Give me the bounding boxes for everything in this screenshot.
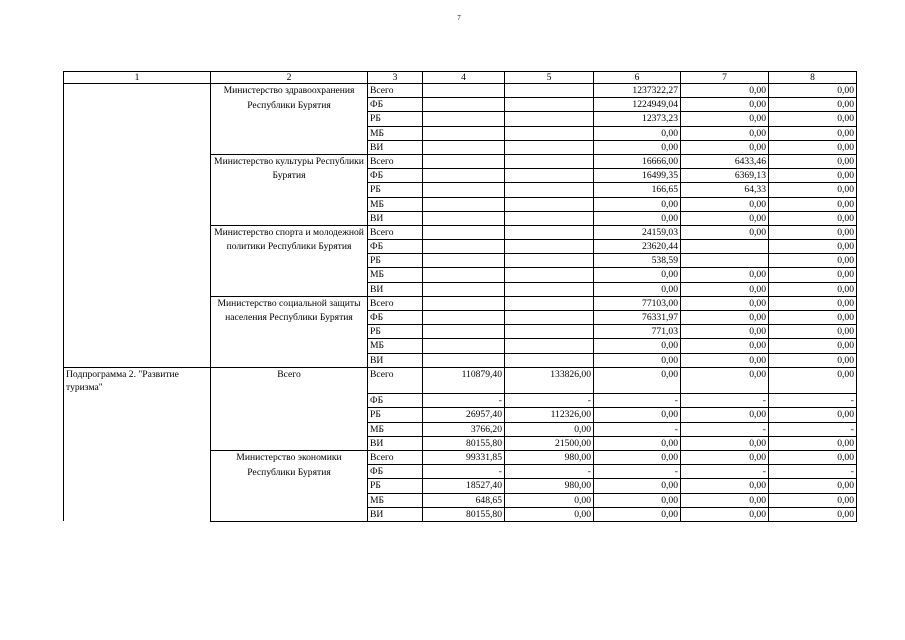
value-cell [423,240,505,254]
value-cell: 24159,03 [594,225,681,239]
value-cell: 0,00 [769,112,857,126]
value-cell [681,240,769,254]
funding-source-cell: ВИ [368,282,423,296]
table-row [64,353,857,367]
value-cell [423,84,505,98]
value-cell [505,98,594,112]
value-cell: 0,00 [769,296,857,310]
value-cell: 0,00 [769,282,857,296]
funding-source-cell: Всего [368,84,423,98]
value-cell: 980,00 [505,479,594,493]
value-cell [505,211,594,225]
value-cell: 0,00 [769,493,857,507]
program-cell [64,451,211,465]
table-row [64,311,857,325]
funding-source-cell: ФБ [368,98,423,112]
table-row [64,479,857,493]
value-cell: 0,00 [681,408,769,422]
value-cell: 0,00 [681,112,769,126]
value-cell [423,197,505,211]
table-row [64,282,857,296]
value-cell: 0,00 [769,84,857,98]
value-cell: 0,00 [681,493,769,507]
table-row [64,183,857,197]
program-cell [64,436,211,450]
value-cell: 0,00 [769,367,857,394]
funding-source-cell: МБ [368,126,423,140]
value-cell: 0,00 [594,479,681,493]
value-cell: 0,00 [505,493,594,507]
program-cell [64,325,211,339]
value-cell: 0,00 [681,268,769,282]
table-row [64,169,857,183]
program-cell [64,394,211,408]
value-cell [505,112,594,126]
value-cell: 0,00 [681,353,769,367]
value-cell [505,296,594,310]
value-cell: 0,00 [769,325,857,339]
program-cell [64,296,211,310]
value-cell [681,254,769,268]
value-cell: 0,00 [769,183,857,197]
program-cell [64,507,211,521]
value-cell: 0,00 [594,367,681,394]
value-cell: 0,00 [769,225,857,239]
value-cell [423,282,505,296]
value-cell: - [681,394,769,408]
value-cell: 16499,35 [594,169,681,183]
value-cell: - [769,465,857,479]
program-cell [64,240,211,254]
funding-source-cell: ФБ [368,394,423,408]
program-cell [64,268,211,282]
value-cell: 0,00 [681,507,769,521]
funding-source-cell: ВИ [368,211,423,225]
table-row [64,367,857,394]
funding-source-cell: РБ [368,479,423,493]
executor-cell: Всего [211,367,368,450]
funding-source-cell: Всего [368,367,423,394]
funding-source-cell: МБ [368,268,423,282]
value-cell: 0,00 [681,211,769,225]
column-header: 8 [769,72,857,84]
funding-source-cell: ВИ [368,507,423,521]
table-body [64,72,857,522]
value-cell: - [681,465,769,479]
value-cell: 0,00 [594,126,681,140]
value-cell: - [505,465,594,479]
budget-table [63,71,857,522]
executor-cell: Министерство здравоохранения Республики Бурятия [211,84,368,155]
value-cell [423,339,505,353]
value-cell: 0,00 [594,353,681,367]
funding-source-cell: РБ [368,183,423,197]
column-header: 1 [64,72,211,84]
funding-source-cell: МБ [368,493,423,507]
value-cell [423,154,505,168]
table-row [64,84,857,98]
value-cell: 0,00 [769,197,857,211]
value-cell [505,225,594,239]
table-row [64,507,857,521]
value-cell: 0,00 [769,154,857,168]
table-row [64,408,857,422]
value-cell [505,240,594,254]
header-row [64,72,857,84]
funding-source-cell: МБ [368,197,423,211]
value-cell: - [505,394,594,408]
value-cell: - [594,394,681,408]
executor-cell: Министерство социальной защиты населения Республики Бурятия [211,296,368,367]
value-cell: 133826,00 [505,367,594,394]
table-row [64,451,857,465]
table-row [64,140,857,154]
table-row [64,436,857,450]
value-cell: 1224949,04 [594,98,681,112]
value-cell: 0,00 [769,339,857,353]
funding-source-cell: ВИ [368,140,423,154]
funding-source-cell: ВИ [368,436,423,450]
value-cell: - [769,422,857,436]
program-cell [64,254,211,268]
table-row [64,98,857,112]
value-cell: 1237322,27 [594,84,681,98]
value-cell: 0,00 [594,282,681,296]
value-cell: 23620,44 [594,240,681,254]
value-cell: 0,00 [769,353,857,367]
value-cell [505,325,594,339]
value-cell: 0,00 [594,451,681,465]
column-header: 6 [594,72,681,84]
value-cell [423,311,505,325]
column-header: 5 [505,72,594,84]
value-cell: 0,00 [594,140,681,154]
value-cell: 76331,97 [594,311,681,325]
table-row [64,394,857,408]
value-cell [505,140,594,154]
value-cell [423,296,505,310]
value-cell: 0,00 [594,197,681,211]
value-cell: 112326,00 [505,408,594,422]
value-cell: - [423,394,505,408]
value-cell [505,126,594,140]
funding-source-cell: МБ [368,422,423,436]
value-cell: 64,33 [681,183,769,197]
value-cell: 6433,46 [681,154,769,168]
value-cell [505,339,594,353]
program-cell [64,282,211,296]
value-cell: - [594,422,681,436]
value-cell [423,112,505,126]
value-cell [505,169,594,183]
value-cell: 0,00 [681,451,769,465]
value-cell: 0,00 [769,211,857,225]
value-cell: 0,00 [681,225,769,239]
table-row [64,493,857,507]
value-cell: 166,65 [594,183,681,197]
program-cell [64,197,211,211]
value-cell: 0,00 [681,325,769,339]
program-cell [64,408,211,422]
funding-source-cell: Всего [368,225,423,239]
table-row [64,225,857,239]
value-cell: 0,00 [769,254,857,268]
value-cell: 0,00 [594,268,681,282]
value-cell: 0,00 [769,408,857,422]
table-row [64,339,857,353]
program-cell [64,353,211,367]
value-cell [505,268,594,282]
table-row [64,422,857,436]
table-row [64,268,857,282]
table-row [64,296,857,310]
value-cell: 16666,00 [594,154,681,168]
value-cell: 0,00 [505,507,594,521]
value-cell: 0,00 [594,211,681,225]
value-cell: 80155,80 [423,507,505,521]
program-cell [64,211,211,225]
value-cell [423,98,505,112]
value-cell [505,183,594,197]
value-cell: 0,00 [769,240,857,254]
value-cell [423,225,505,239]
table-row [64,325,857,339]
table-row [64,112,857,126]
program-cell [64,169,211,183]
value-cell [423,211,505,225]
column-header: 7 [681,72,769,84]
program-cell [64,225,211,239]
value-cell [423,325,505,339]
value-cell: 0,00 [769,169,857,183]
funding-source-cell: МБ [368,339,423,353]
program-cell [64,479,211,493]
value-cell [505,282,594,296]
program-cell [64,84,211,98]
value-cell: 12373,23 [594,112,681,126]
value-cell: 980,00 [505,451,594,465]
column-header: 4 [423,72,505,84]
executor-cell: Министерство спорта и молодежной политики Республики Бурятия [211,225,368,296]
value-cell: - [681,422,769,436]
value-cell: 0,00 [681,479,769,493]
value-cell: 0,00 [769,507,857,521]
program-cell [64,126,211,140]
value-cell: 0,00 [681,84,769,98]
value-cell [423,254,505,268]
program-cell [64,339,211,353]
value-cell: 6369,13 [681,169,769,183]
value-cell: 0,00 [681,367,769,394]
value-cell: 99331,85 [423,451,505,465]
program-cell [64,183,211,197]
funding-source-cell: Всего [368,296,423,310]
table-row [64,126,857,140]
program-cell [64,465,211,479]
value-cell [423,169,505,183]
table-row [64,154,857,168]
value-cell: 0,00 [681,339,769,353]
program-cell [64,140,211,154]
value-cell [423,353,505,367]
funding-source-cell: ФБ [368,169,423,183]
value-cell: 0,00 [681,311,769,325]
value-cell: 648,65 [423,493,505,507]
table-row [64,211,857,225]
value-cell: - [423,465,505,479]
value-cell: 77103,00 [594,296,681,310]
value-cell [505,254,594,268]
program-cell [64,154,211,168]
funding-source-cell: Всего [368,451,423,465]
funding-source-cell: Всего [368,154,423,168]
value-cell: 0,00 [681,436,769,450]
program-cell [64,311,211,325]
value-cell: 0,00 [769,98,857,112]
value-cell [423,268,505,282]
funding-source-cell: ФБ [368,240,423,254]
value-cell [423,183,505,197]
value-cell: 80155,80 [423,436,505,450]
value-cell: 0,00 [594,408,681,422]
column-header: 3 [368,72,423,84]
value-cell: 110879,40 [423,367,505,394]
funding-source-cell: РБ [368,408,423,422]
executor-cell: Министерство культуры Республики Бурятия [211,154,368,225]
value-cell: 0,00 [769,140,857,154]
value-cell: 0,00 [681,140,769,154]
table-row [64,240,857,254]
funding-source-cell: РБ [368,112,423,126]
value-cell: 3766,20 [423,422,505,436]
column-header: 2 [211,72,368,84]
value-cell [423,126,505,140]
program-cell [64,422,211,436]
value-cell: 0,00 [769,436,857,450]
value-cell: 538,59 [594,254,681,268]
value-cell: 0,00 [594,493,681,507]
value-cell: 0,00 [769,479,857,493]
value-cell: 18527,40 [423,479,505,493]
value-cell: 0,00 [681,126,769,140]
table-row [64,254,857,268]
value-cell: 21500,00 [505,436,594,450]
program-cell [64,98,211,112]
value-cell: 0,00 [769,311,857,325]
value-cell: 0,00 [594,436,681,450]
page-number: 7 [457,14,461,22]
funding-source-cell: РБ [368,254,423,268]
program-cell [64,112,211,126]
value-cell: - [769,394,857,408]
value-cell: 0,00 [594,507,681,521]
program-cell: Подпрограмма 2. "Развитие туризма" [64,367,211,394]
value-cell [505,353,594,367]
value-cell: 26957,40 [423,408,505,422]
value-cell: 0,00 [769,451,857,465]
value-cell: 0,00 [769,268,857,282]
table-row [64,465,857,479]
value-cell: 0,00 [594,339,681,353]
executor-cell: Министерство экономики Республики Бурятия [211,451,368,522]
value-cell [505,154,594,168]
value-cell [505,197,594,211]
funding-source-cell: ФБ [368,311,423,325]
value-cell: 0,00 [769,126,857,140]
value-cell: 771,03 [594,325,681,339]
program-cell [64,493,211,507]
funding-source-cell: ВИ [368,353,423,367]
value-cell [423,140,505,154]
value-cell: 0,00 [681,197,769,211]
value-cell: 0,00 [681,98,769,112]
value-cell: 0,00 [681,296,769,310]
value-cell [505,311,594,325]
value-cell: 0,00 [681,282,769,296]
table-row [64,197,857,211]
value-cell: - [594,465,681,479]
funding-source-cell: РБ [368,325,423,339]
value-cell [505,84,594,98]
value-cell: 0,00 [505,422,594,436]
funding-source-cell: ФБ [368,465,423,479]
